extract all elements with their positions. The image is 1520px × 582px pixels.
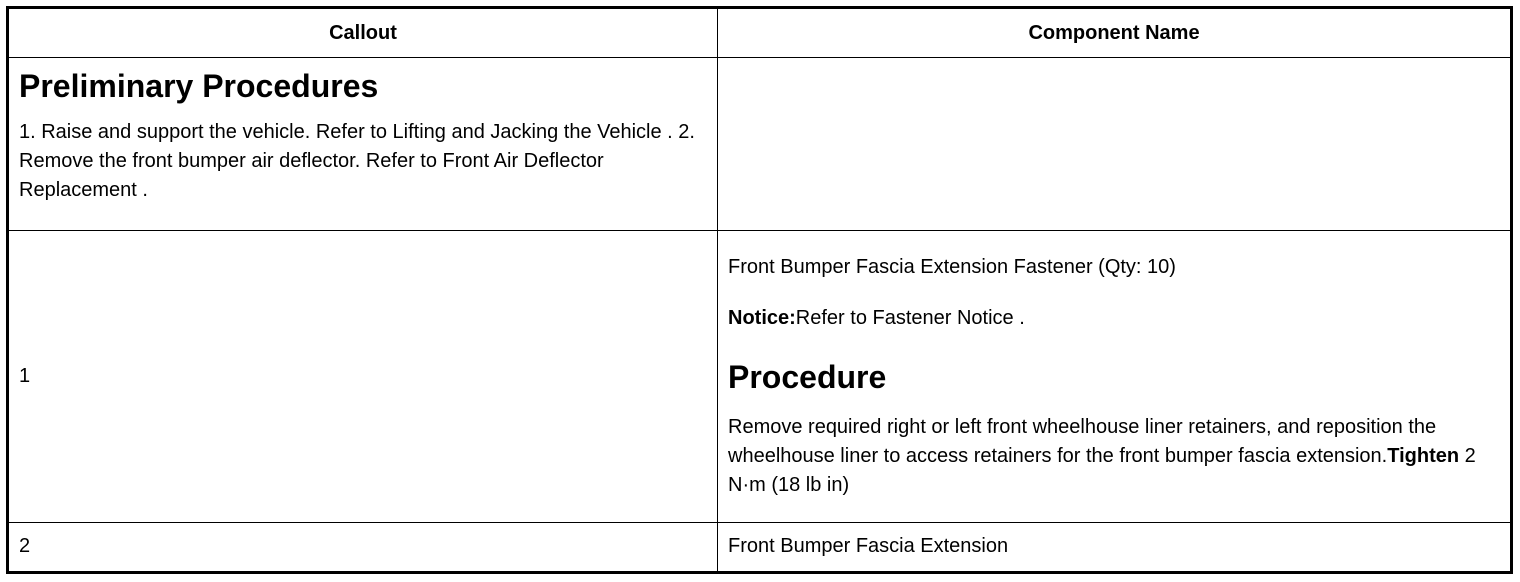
callout-cell: 2	[8, 522, 718, 572]
header-callout: Callout	[8, 8, 718, 58]
preliminary-text: 1. Raise and support the vehicle. Refer to Lifting and Jacking the Vehicle . 2. Remove the front bumper air deflector. Refer to Front Air Deflector Replacement .	[19, 121, 695, 201]
callout-cell: 1	[8, 231, 718, 523]
notice-text: Refer to Fastener Notice .	[795, 306, 1025, 329]
preliminary-row	[8, 58, 1512, 231]
procedure-text: Remove required right or left front wheelhouse liner retainers, and reposition the wheelhouse liner to access retainers for the front bumper fascia extension.	[728, 415, 1437, 467]
component-cell: Front Bumper Fascia Extension	[718, 522, 1512, 572]
table-row	[8, 231, 1512, 523]
tighten-label: Tighten	[1387, 444, 1460, 467]
notice-line	[728, 304, 1500, 333]
procedure-text-block	[728, 413, 1500, 500]
preliminary-empty-cell	[718, 58, 1512, 231]
preliminary-heading: Preliminary Procedures	[19, 68, 379, 104]
preliminary-cell	[8, 58, 718, 231]
notice-label: Notice:	[728, 306, 796, 329]
table-row	[8, 522, 1512, 572]
procedure-table	[6, 6, 1513, 574]
header-component-name: Component Name	[718, 8, 1512, 58]
component-cell	[718, 231, 1512, 523]
tighten-value: 2 N·m (18 lb in)	[728, 444, 1476, 496]
header-row	[8, 8, 1512, 58]
procedure-heading: Procedure	[728, 358, 887, 395]
component-name: Front Bumper Fascia Extension Fastener (Qty: 10)	[728, 255, 1176, 278]
